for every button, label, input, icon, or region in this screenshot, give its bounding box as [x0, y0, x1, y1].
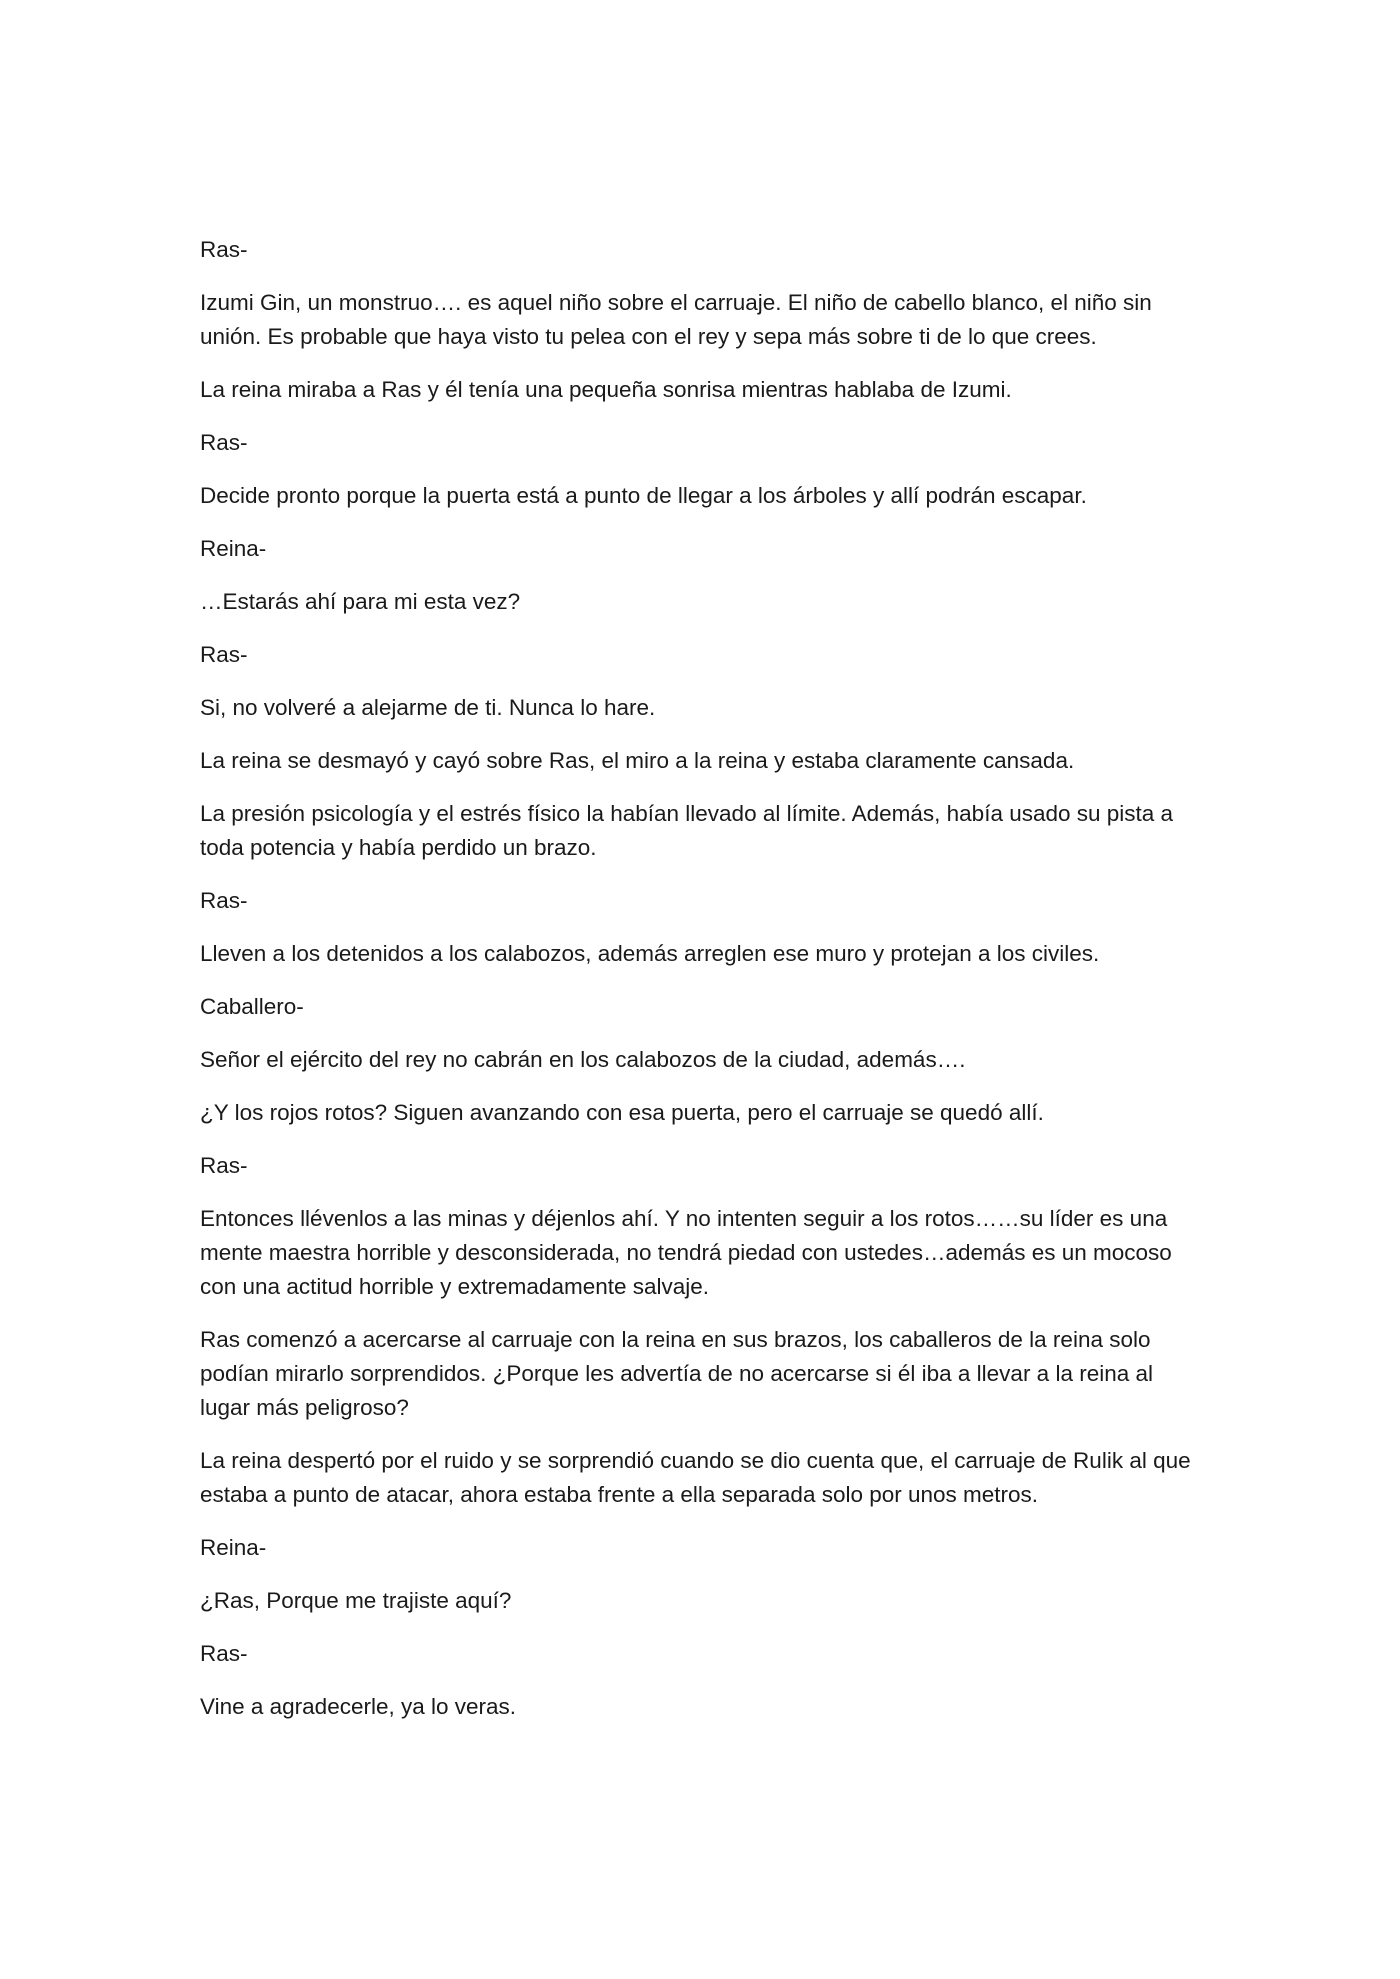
speaker-label: Caballero- [200, 994, 304, 1019]
speaker-label: Ras- [200, 642, 248, 667]
speaker-label: Ras- [200, 237, 248, 262]
dialogue-line: ¿Y los rojos rotos? Siguen avanzando con esa puerta, pero el carruaje se quedó allí. [200, 1100, 1044, 1125]
dialogue-line: Izumi Gin, un monstruo…. es aquel niño sobre el carruaje. El niño de cabello blanco, el niño sin unión. Es probable que haya visto tu pelea con el rey y sepa más sobre ti de lo que crees. [200, 290, 1152, 349]
narration-paragraph: La presión psicología y el estrés físico la habían llevado al límite. Además, había usado su pista a toda potencia y había perdido un brazo. [200, 801, 1174, 860]
speaker-label: Ras- [200, 1153, 248, 1178]
narration-paragraph: La reina despertó por el ruido y se sorprendió cuando se dio cuenta que, el carruaje de Rulik al que estaba a punto de atacar, ahora estaba frente a ella separada solo por unos metros. [200, 1448, 1191, 1507]
document-body [200, 233, 1200, 1743]
speaker-label: Ras- [200, 430, 248, 455]
dialogue-line: …Estarás ahí para mi esta vez? [200, 589, 521, 614]
speaker-label: Reina- [200, 536, 267, 561]
dialogue-line: Lleven a los detenidos a los calabozos, además arreglen ese muro y protejan a los civiles. [200, 941, 1100, 966]
narration-paragraph: La reina se desmayó y cayó sobre Ras, el miro a la reina y estaba claramente cansada. [200, 748, 1075, 773]
narration-paragraph: La reina miraba a Ras y él tenía una pequeña sonrisa mientras hablaba de Izumi. [200, 377, 1012, 402]
dialogue-line: ¿Ras, Porque me trajiste aquí? [200, 1588, 512, 1613]
speaker-label: Ras- [200, 1641, 248, 1666]
dialogue-line: Vine a agradecerle, ya lo veras. [200, 1694, 517, 1719]
narration-paragraph: Ras comenzó a acercarse al carruaje con la reina en sus brazos, los caballeros de la reina solo podían mirarlo sorprendidos. ¿Porque les advertía de no acercarse si él iba a llevar a la reina al lugar más peligroso? [200, 1327, 1154, 1420]
dialogue-line: Decide pronto porque la puerta está a punto de llegar a los árboles y allí podrán escapar. [200, 483, 1087, 508]
dialogue-line: Si, no volveré a alejarme de ti. Nunca lo hare. [200, 695, 656, 720]
dialogue-line: Entonces llévenlos a las minas y déjenlos ahí. Y no intenten seguir a los rotos……su líder es una mente maestra horrible y desconsiderada, no tendrá piedad con ustedes…además es un mocoso con una actitud horrible y extremadamente salvaje. [200, 1206, 1172, 1299]
speaker-label: Reina- [200, 1535, 267, 1560]
speaker-label: Ras- [200, 888, 248, 913]
dialogue-line: Señor el ejército del rey no cabrán en los calabozos de la ciudad, además…. [200, 1047, 966, 1072]
